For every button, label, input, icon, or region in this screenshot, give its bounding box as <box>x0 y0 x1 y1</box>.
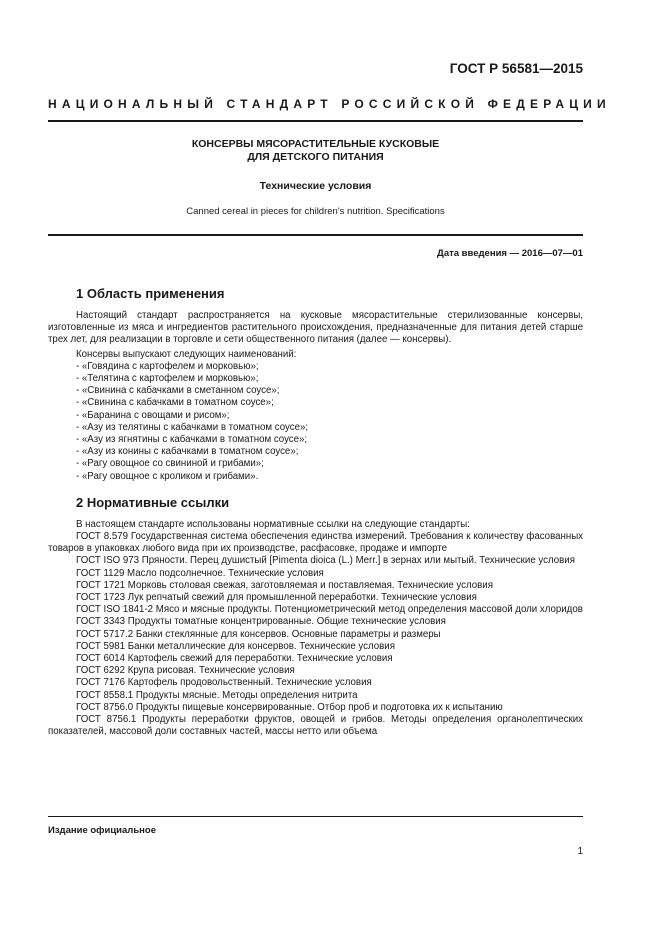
reference-item: ГОСТ 8.579 Государственная система обеспечения единства измерений. Требования к количеству фасованных товаров в упаковках любого вида при их производстве, расфасовке, продаже и импорте <box>48 531 583 555</box>
reference-item: ГОСТ ISO 1841-2 Мясо и мясные продукты. Потенциометрический метод определения массовой доли хлоридов <box>76 604 583 616</box>
reference-item: ГОСТ 6292 Крупа рисовая. Технические условия <box>76 665 295 677</box>
list-item: - «Свинина с кабачками в томатном соусе»; <box>76 397 274 409</box>
list-item: - «Свинина с кабачками в сметанном соусе»; <box>76 385 280 397</box>
english-title: Canned cereal in pieces for children's nutrition. Specifications <box>186 206 445 217</box>
official-edition-label: Издание официальное <box>48 825 156 836</box>
reference-item: ГОСТ 1723 Лук репчатый свежий для промышленной переработки. Технические условия <box>76 592 477 604</box>
footer-divider <box>48 816 583 817</box>
reference-item: ГОСТ 3343 Продукты томатные концентрированные. Общие технические условия <box>76 616 446 628</box>
reference-item: ГОСТ 6014 Картофель свежий для переработки. Технические условия <box>76 653 393 665</box>
document-title <box>48 138 583 164</box>
reference-item: ГОСТ 7176 Картофель продовольственный. Технические условия <box>76 677 372 689</box>
list-item: - «Рагу овощное с кроликом и грибами». <box>76 470 259 482</box>
product-list <box>48 361 583 483</box>
gost-number: ГОСТ Р 56581—2015 <box>449 61 583 76</box>
document-body <box>48 286 583 739</box>
document-subtitle: Технические условия <box>259 180 372 192</box>
list-item: - «Говядина с картофелем и морковью»; <box>76 360 259 372</box>
title-line-1: КОНСЕРВЫ МЯСОРАСТИТЕЛЬНЫЕ КУСКОВЫЕ <box>191 138 440 150</box>
section-1-heading: 1 Область применения <box>76 286 225 301</box>
page-number: 1 <box>577 846 583 857</box>
reference-item: ГОСТ 8558.1 Продукты мясные. Методы определения нитрита <box>76 689 358 701</box>
reference-item: ГОСТ 1129 Масло подсолнечное. Технические условия <box>76 567 324 579</box>
section-2-intro: В настоящем стандарте использованы нормативные ссылки на следующие стандарты: <box>76 518 470 530</box>
references-list <box>48 531 583 738</box>
list-item: - «Азу из ягнятины с кабачками в томатном соусе»; <box>76 434 308 446</box>
reference-item: ГОСТ 8756.1 Продукты переработки фруктов, овощей и грибов. Методы определения органолептических показателей, массовой доли составных частей, массы нетто или объема <box>48 714 583 738</box>
reference-item: ГОСТ 5717.2 Банки стеклянные для консервов. Основные параметры и размеры <box>76 628 441 640</box>
reference-item: ГОСТ 8756.0 Продукты пищевые консервированные. Отбор проб и подготовка их к испытанию <box>76 701 503 713</box>
reference-item: ГОСТ ISO 973 Пряности. Перец душистый [Pimenta dioica (L.) Merr.] в зернах или мытый. Технические условия <box>76 555 575 567</box>
title-line-2: ДЛЯ ДЕТСКОГО ПИТАНИЯ <box>247 151 384 163</box>
list-item: - «Баранина с овощами и рисом»; <box>76 409 230 421</box>
top-divider <box>48 120 583 122</box>
reference-item: ГОСТ 1721 Морковь столовая свежая, заготовляемая и поставляемая. Технические условия <box>76 579 493 591</box>
title-divider <box>48 234 583 236</box>
section-1-list-intro: Консервы выпускают следующих наименований: <box>76 348 297 360</box>
section-2-heading: 2 Нормативные ссылки <box>76 494 230 510</box>
introduction-date: Дата введения — 2016—07—01 <box>437 248 583 259</box>
reference-item: ГОСТ 5981 Банки металлические для консервов. Технические условия <box>76 640 395 652</box>
national-standard-heading: НАЦИОНАЛЬНЫЙ СТАНДАРТ РОССИЙСКОЙ ФЕДЕРАЦИИ <box>48 97 611 111</box>
list-item: - «Телятина с картофелем и морковью»; <box>76 373 259 385</box>
list-item: - «Рагу овощное со свининой и грибами»; <box>76 458 264 470</box>
section-1-paragraph: Настоящий стандарт распространяется на кусковые мясорастительные стерилизованные консервы, изготовленные из мяса и ингредиентов растительного происхождения, предназначенные для питания детей старше трех лет, для реализации в торговле и сети общественного питания (далее — консервы). <box>48 310 583 346</box>
list-item: - «Азу из телятины с кабачками в томатном соусе»; <box>76 421 309 433</box>
list-item: - «Азу из конины с кабачками в томатном соусе»; <box>76 446 299 458</box>
